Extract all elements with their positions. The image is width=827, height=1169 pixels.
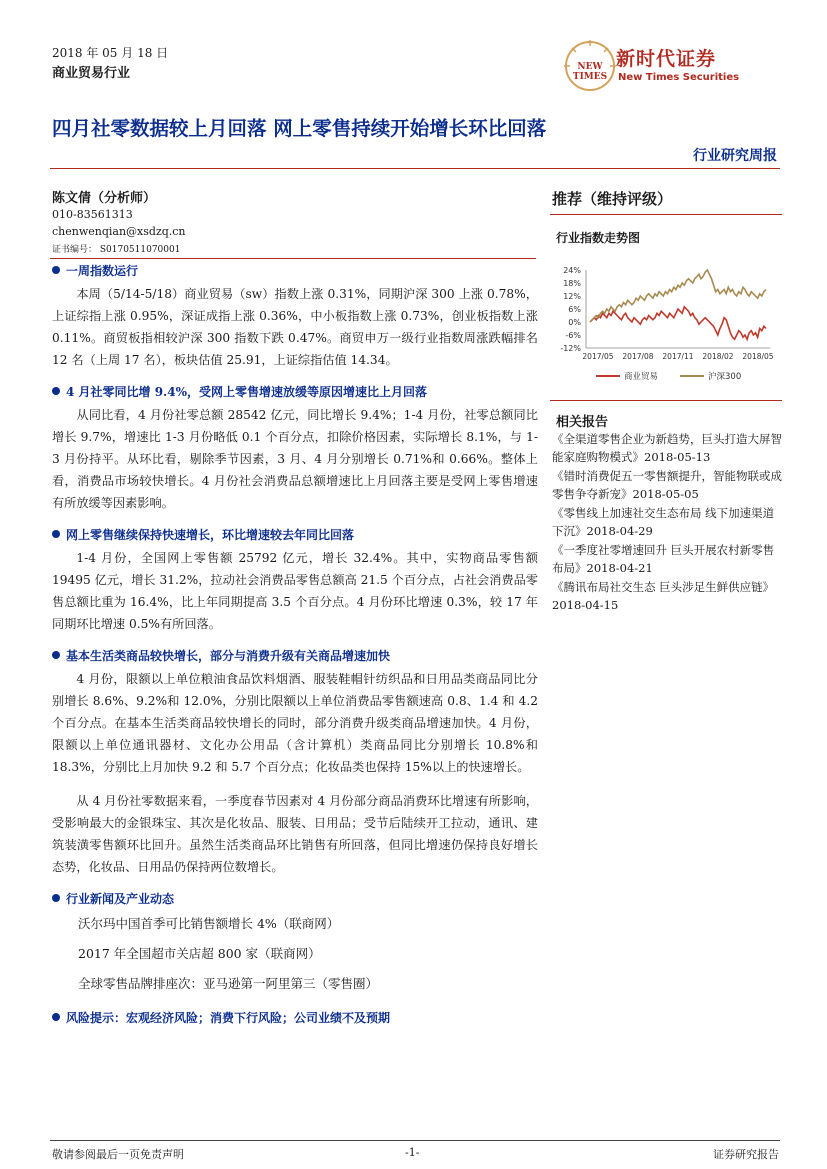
report-title: 四月社零数据较上月回落 网上零售持续开始增长环比回落 <box>52 117 547 140</box>
analyst-cert: 证书编号： S0170511070001 <box>52 245 181 255</box>
analyst-email[interactable]: chenwenqian@xsdzq.cn <box>52 225 186 238</box>
section-basic-goods <box>52 647 538 878</box>
section-weekly-index <box>52 262 538 371</box>
svg-text:NEW: NEW <box>577 62 603 72</box>
y-tick-label: -6% <box>565 331 581 340</box>
rating-rule <box>550 214 782 215</box>
related-rule <box>550 400 782 401</box>
section-paragraph: 从 4 月份社零数据来看，一季度春节因素对 4 月份部分商品消费环比增速有所影响，受影响最大的金银珠宝、其次是化妆品、服装、日用品；受节后陆续开工拉动，通讯、建筑装潢零售额环比回升。虽然生活类商品环比销售有所回落，但同比增速仍保持良好增长态势，化妆品、日用品仍保持两位数增长。 <box>52 794 538 874</box>
x-tick-label: 2017/08 <box>622 352 654 361</box>
y-tick-label: -12% <box>560 344 581 353</box>
section-news <box>52 890 538 999</box>
risk-warning: 风险提示：宏观经济风险；消费下行风险；公司业绩不及预期 <box>52 1009 538 1026</box>
report-type: 行业研究周报 <box>693 148 777 164</box>
news-item[interactable]: 2017 年全国超市关店超 800 家（联商网） <box>78 946 321 961</box>
legend-label: 商业贸易 <box>624 372 659 382</box>
related-report-item[interactable]: 《一季度社零增速回升 巨头开展农村新零售布局》2018-04-21 <box>552 543 775 575</box>
bullet-icon <box>52 387 60 395</box>
x-tick-label: 2018/02 <box>702 352 734 361</box>
brand-name: 新时代证券 <box>616 48 717 70</box>
x-tick-label: 2018/05 <box>742 352 774 361</box>
y-tick-label: 18% <box>563 279 581 288</box>
section-paragraph: 1-4 月份，全国网上零售额 25792 亿元，增长 32.4%。其中，实物商品零售额 19495 亿元，增长 31.2%，拉动社会消费品零售总额高 21.5 个百分点，占社会消费品零售总额比重为 16.4%，比上年同期提高 3.5 个百分点。4 月份环比增速 0.3%，较 17 年同期环比增速 0.5%有所回落。 <box>52 551 538 631</box>
header-rule <box>50 168 780 169</box>
y-tick-label: 24% <box>563 266 581 275</box>
chart-title: 行业指数走势图 <box>556 231 641 245</box>
industry-label: 商业贸易行业 <box>52 66 131 81</box>
section-online-retail <box>52 526 538 635</box>
footer-disclaimer[interactable]: 敬请参阅最后一页免责声明 <box>52 1148 184 1161</box>
legend-label: 沪深300 <box>708 372 742 382</box>
related-report-item[interactable]: 《腾讯布局社交生态 巨头涉足生鲜供应链》2018-04-15 <box>552 580 775 612</box>
analyst-name: 陈文倩（分析师） <box>52 191 157 206</box>
index-trend-chart <box>552 262 782 386</box>
analyst-rule <box>50 258 536 259</box>
related-report-item[interactable]: 《错时消费促五一零售额提升，智能物联或成零售争夺新宠》2018-05-05 <box>552 469 782 501</box>
related-report-item[interactable]: 《全渠道零售企业为新趋势，巨头打造大屏智能家庭购物模式》2018-05-13 <box>552 432 782 464</box>
section-heading: 网上零售继续保持快速增长，环比增速较去年同比回落 <box>52 526 538 543</box>
related-reports <box>552 431 784 616</box>
bullet-icon <box>52 530 60 538</box>
y-tick-label: 0% <box>568 318 581 327</box>
analyst-phone: 010-83561313 <box>52 208 133 221</box>
section-heading: 行业新闻及产业动态 <box>52 890 538 907</box>
bullet-icon <box>52 651 60 659</box>
section-heading: 一周指数运行 <box>52 262 538 279</box>
news-item[interactable]: 全球零售品牌排座次：亚马逊第一阿里第三（零售圈） <box>78 976 379 991</box>
footer-rule <box>50 1140 780 1141</box>
section-paragraph: 本周（5/14-5/18）商业贸易（sw）指数上涨 0.31%，同期沪深 300 上涨 0.78%，上证综指上涨 0.95%，深证成指上涨 0.36%，中小板指数上涨 0.73%，创业板指数上涨 0.11%。商贸板指相较沪深 300 指数下跌 0.47%。商贸申万一级行业指数周涨跌幅排名 12 名（上周 17 名），板块估值 25.91，上证综指估值 14.34。 <box>52 287 538 367</box>
section-paragraph: 4 月份，限额以上单位粮油食品饮料烟酒、服装鞋帽针纺织品和日用品类商品同比分别增长 8.6%、9.2%和 12.0%，分别比限额以上单位消费品零售额速高 0.8、1.4 和 4.2 个百分点。在基本生活类商品较快增长的同时，部分消费升级类商品增速加快。4 月份，限额以上单位通讯器材、文化办公用品（含计算机）类商品同比分别增长 10.8%和 18.3%，分别比上月加快 9.2 和 5.7 个百分点；化妆品类也保持 15%以上的快速增长。 <box>52 672 538 774</box>
brand-name-en: New Times Securities <box>618 72 740 83</box>
section-heading: 基本生活类商品较快增长，部分与消费升级有关商品增速加快 <box>52 647 538 664</box>
series-line-commerce <box>590 307 766 340</box>
bullet-icon <box>52 894 60 902</box>
page-number: -1- <box>405 1146 420 1159</box>
y-tick-label: 6% <box>568 305 581 314</box>
bullet-icon <box>52 266 60 274</box>
report-date: 2018 年 05 月 18 日 <box>52 46 169 60</box>
x-tick-label: 2017/11 <box>662 352 694 361</box>
footer-label: 证券研究报告 <box>713 1148 779 1161</box>
main-content <box>52 262 538 1026</box>
brand-logo <box>560 38 620 94</box>
section-heading: 4 月社零同比增 9.4%，受网上零售增速放缓等原因增速比上月回落 <box>52 383 538 400</box>
news-item[interactable]: 沃尔玛中国首季可比销售额增长 4%（联商网） <box>78 916 340 931</box>
section-april-retail <box>52 383 538 514</box>
rating: 推荐（维持评级） <box>552 190 673 208</box>
svg-text:TIMES: TIMES <box>572 72 608 82</box>
x-tick-label: 2017/05 <box>582 352 614 361</box>
bullet-icon <box>52 1013 60 1021</box>
section-paragraph: 从同比看，4 月份社零总额 28542 亿元，同比增长 9.4%；1-4 月份，社零总额同比增长 9.7%，增速比 1-3 月份略低 0.1 个百分点，扣除价格因素，实际增长 8.1%，与 1-3 月份持平。从环比看，剔除季节因素，3 月、4 月分别增长 0.71%和 0.66%。整体上看，消费品市场较快增长。4 月份社会消费品总额增速比上月回落主要是受网上零售增速有所放缓等因素影响。 <box>52 408 538 510</box>
related-report-item[interactable]: 《零售线上加速社交生态布局 线下加速渠道下沉》2018-04-29 <box>552 506 775 538</box>
related-heading: 相关报告 <box>556 415 609 430</box>
y-tick-label: 12% <box>563 292 581 301</box>
